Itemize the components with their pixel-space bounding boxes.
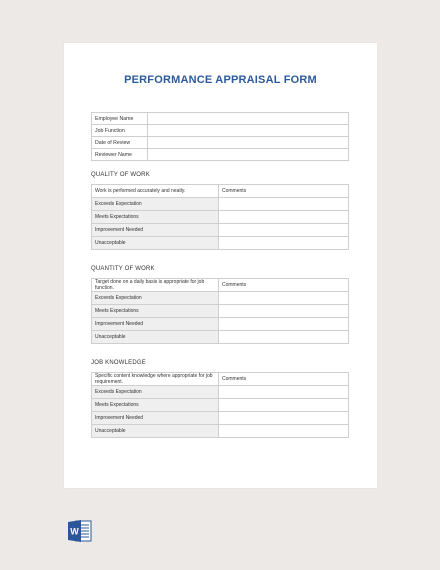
rating-row — [92, 331, 349, 344]
rating-row — [92, 412, 349, 425]
word-icon-letter: W — [70, 526, 79, 537]
rating-row — [92, 318, 349, 331]
document-page — [64, 43, 377, 488]
comments-header: Comments — [219, 185, 349, 198]
comment-cell[interactable] — [219, 399, 349, 412]
rating-label: Meets Expectations — [92, 305, 219, 318]
word-icon[interactable] — [68, 519, 93, 543]
rating-row — [92, 292, 349, 305]
rating-row — [92, 305, 349, 318]
comment-cell[interactable] — [219, 412, 349, 425]
section-title: JOB KNOWLEDGE — [91, 360, 146, 366]
info-row — [92, 137, 349, 149]
rating-row — [92, 198, 349, 211]
info-value[interactable] — [148, 125, 349, 137]
comment-cell[interactable] — [219, 224, 349, 237]
rating-label: Improvement Needed — [92, 224, 219, 237]
rating-row — [92, 425, 349, 438]
rating-label: Exceeds Expectation — [92, 292, 219, 305]
rating-label: Unacceptable — [92, 331, 219, 344]
rating-label: Meets Expectations — [92, 399, 219, 412]
rating-label: Improvement Needed — [92, 318, 219, 331]
criterion-text: Work is performed accurately and neatly. — [92, 185, 219, 198]
comment-cell[interactable] — [219, 292, 349, 305]
rating-header-row — [92, 373, 349, 386]
info-row — [92, 113, 349, 125]
rating-table — [91, 184, 349, 250]
comment-cell[interactable] — [219, 237, 349, 250]
comment-cell[interactable] — [219, 318, 349, 331]
comment-cell[interactable] — [219, 331, 349, 344]
comments-header: Comments — [219, 373, 349, 386]
rating-label: Exceeds Expectation — [92, 386, 219, 399]
section-title: QUALITY OF WORK — [91, 172, 150, 178]
comment-cell[interactable] — [219, 305, 349, 318]
info-label: Date of Review — [92, 137, 148, 149]
rating-label: Exceeds Expectation — [92, 198, 219, 211]
info-value[interactable] — [148, 137, 349, 149]
rating-row — [92, 386, 349, 399]
criterion-text: Specific content knowledge where appropriate for job requirement. — [92, 373, 219, 386]
criterion-text: Target done on a daily basis is appropriate for job function. — [92, 279, 219, 292]
rating-row — [92, 224, 349, 237]
comment-cell[interactable] — [219, 198, 349, 211]
info-label: Employee Name — [92, 113, 148, 125]
rating-label: Unacceptable — [92, 237, 219, 250]
form-title: PERFORMANCE APPRAISAL FORM — [124, 74, 317, 86]
info-label: Reviewer Name — [92, 149, 148, 161]
info-row — [92, 149, 349, 161]
rating-label: Meets Expectations — [92, 211, 219, 224]
rating-row — [92, 399, 349, 412]
info-value[interactable] — [148, 113, 349, 125]
rating-row — [92, 211, 349, 224]
comment-cell[interactable] — [219, 386, 349, 399]
rating-table — [91, 372, 349, 438]
rating-row — [92, 237, 349, 250]
comment-cell[interactable] — [219, 425, 349, 438]
rating-label: Unacceptable — [92, 425, 219, 438]
info-row — [92, 125, 349, 137]
section-title: QUANTITY OF WORK — [91, 266, 155, 272]
rating-header-row — [92, 185, 349, 198]
comments-header: Comments — [219, 279, 349, 292]
info-value[interactable] — [148, 149, 349, 161]
employee-info-table — [91, 112, 349, 161]
comment-cell[interactable] — [219, 211, 349, 224]
rating-label: Improvement Needed — [92, 412, 219, 425]
rating-table — [91, 278, 349, 344]
info-label: Job Function — [92, 125, 148, 137]
rating-header-row — [92, 279, 349, 292]
